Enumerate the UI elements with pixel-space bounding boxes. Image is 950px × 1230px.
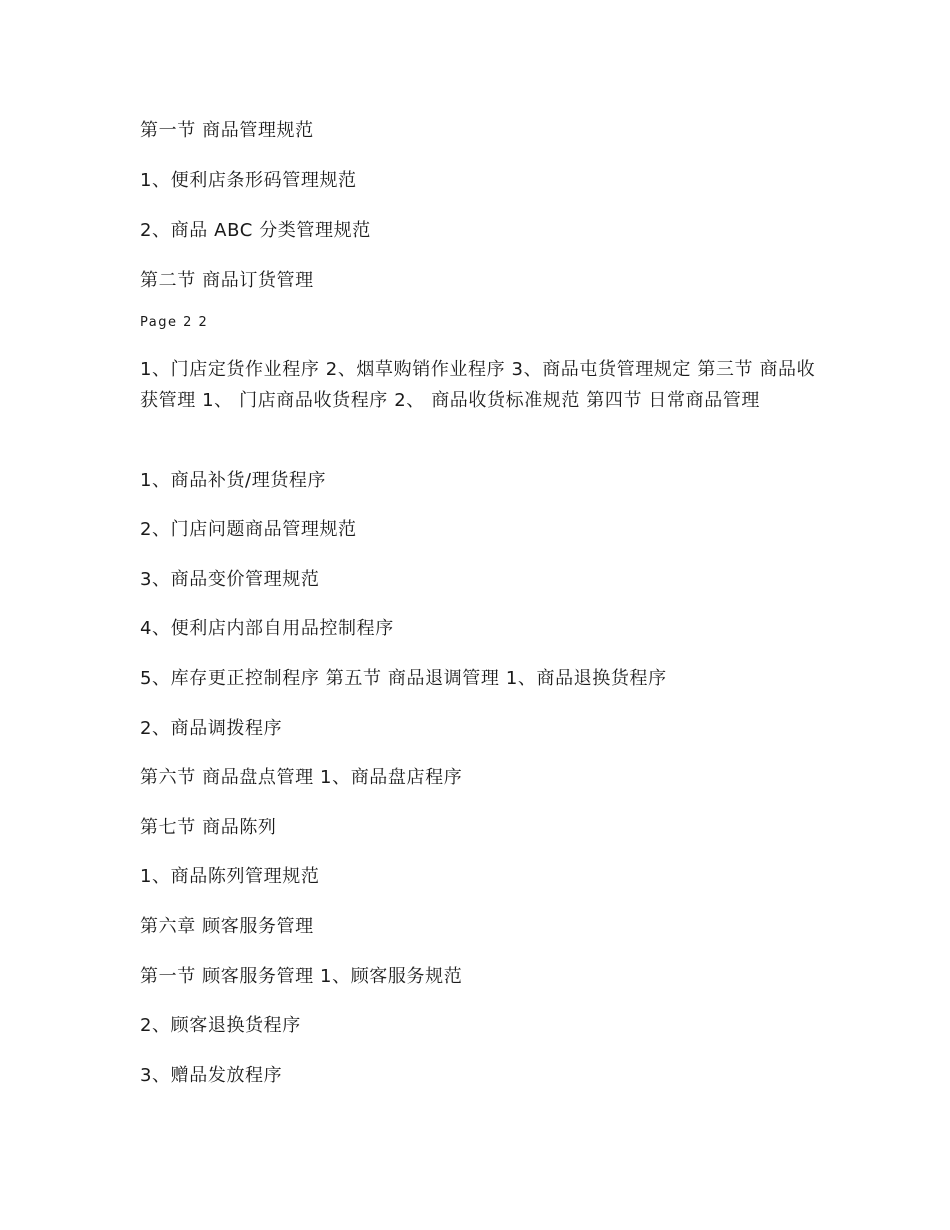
list-item: 2、商品 ABC 分类管理规范 bbox=[140, 220, 371, 241]
list-item: 1、商品补货/理货程序 bbox=[140, 470, 327, 491]
list-item: 2、顾客退换货程序 bbox=[140, 1015, 301, 1036]
section-heading: 第七节 商品陈列 bbox=[140, 817, 277, 838]
section-heading: 第六节 商品盘点管理 1、商品盘店程序 bbox=[140, 767, 463, 788]
list-item: 2、商品调拨程序 bbox=[140, 718, 283, 739]
list-item: 3、商品变价管理规范 bbox=[140, 569, 320, 590]
list-item: 1、便利店条形码管理规范 bbox=[140, 170, 357, 191]
list-item: 5、库存更正控制程序 第五节 商品退调管理 1、商品退换货程序 bbox=[140, 668, 667, 689]
section-heading: 第一节 商品管理规范 bbox=[140, 120, 314, 141]
page-number: Page 2 2 bbox=[140, 315, 209, 330]
list-item: 4、便利店内部自用品控制程序 bbox=[140, 618, 394, 639]
paragraph: 1、门店定货作业程序 2、烟草购销作业程序 3、商品屯货管理规定 第三节 商品收获管理 1、 门店商品收货程序 2、 商品收货标准规范 第四节 日常商品管理 bbox=[140, 359, 816, 411]
section-heading: 第二节 商品订货管理 bbox=[140, 270, 314, 291]
list-item: 2、门店问题商品管理规范 bbox=[140, 519, 357, 540]
list-item: 1、商品陈列管理规范 bbox=[140, 866, 320, 887]
section-heading: 第一节 顾客服务管理 1、顾客服务规范 bbox=[140, 966, 463, 987]
list-item: 3、赠品发放程序 bbox=[140, 1065, 283, 1086]
chapter-heading: 第六章 顾客服务管理 bbox=[140, 916, 314, 937]
